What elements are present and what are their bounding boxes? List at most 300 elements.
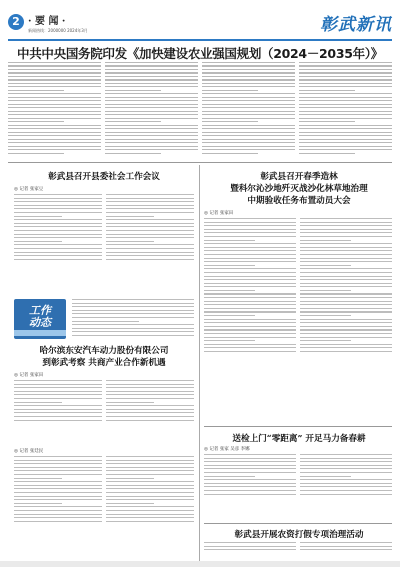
- text-line: [72, 335, 194, 336]
- text-line: [14, 255, 102, 256]
- text-line: [204, 247, 296, 248]
- text-line: [14, 201, 102, 202]
- text-line: [8, 83, 101, 84]
- text-line: [14, 470, 102, 471]
- text-line: [202, 72, 295, 73]
- text-line: [300, 293, 392, 294]
- text-column: [72, 299, 194, 339]
- text-line: [299, 72, 392, 73]
- text-line: [204, 486, 296, 487]
- text-line: [72, 299, 194, 300]
- text-line: [8, 100, 101, 101]
- text-line: [204, 297, 296, 298]
- text-line: [300, 254, 392, 255]
- text-line: [8, 69, 101, 70]
- badge-stripe: [14, 330, 66, 336]
- text-line: [14, 416, 102, 417]
- text-line: [14, 252, 102, 253]
- text-line: [106, 503, 154, 504]
- text-line: [8, 128, 101, 129]
- article-byline: ◎ 记者 张家 吴彦 李娜: [204, 447, 250, 452]
- text-line: [14, 384, 102, 385]
- article-title-social-work: 彰武县召开县委社会工作会议: [48, 172, 160, 182]
- text-line: [106, 255, 194, 256]
- text-line: [106, 198, 194, 199]
- text-line: [204, 329, 296, 330]
- text-line: [204, 265, 255, 266]
- text-line: [300, 236, 392, 237]
- text-line: [8, 65, 101, 66]
- text-line: [300, 222, 392, 223]
- text-line: [204, 218, 296, 219]
- text-line: [300, 272, 392, 273]
- text-line: [204, 468, 296, 469]
- article-title-dongan-line1: 哈尔滨东安汽车动力股份有限公司: [39, 346, 169, 356]
- text-line: [105, 90, 161, 91]
- text-line: [8, 118, 101, 119]
- text-line: [8, 142, 101, 143]
- text-line: [14, 212, 102, 213]
- text-line: [204, 337, 296, 338]
- text-line: [204, 304, 296, 305]
- text-line: [14, 244, 102, 245]
- text-line: [72, 313, 194, 314]
- text-line: [14, 499, 102, 500]
- text-line: [300, 542, 392, 543]
- text-line: [106, 387, 194, 388]
- text-line: [106, 205, 194, 206]
- text-line: [14, 226, 102, 227]
- text-line: [300, 250, 392, 251]
- text-line: [14, 223, 102, 224]
- text-line: [202, 128, 295, 129]
- text-line: [300, 290, 351, 291]
- text-line: [14, 248, 102, 249]
- text-line: [8, 86, 101, 87]
- text-line: [202, 118, 295, 119]
- text-line: [300, 265, 351, 266]
- text-line: [14, 205, 102, 206]
- article-body-social-work: [14, 194, 194, 294]
- text-line: [300, 243, 392, 244]
- text-column: [204, 454, 296, 520]
- text-line: [204, 258, 296, 259]
- text-line: [204, 301, 296, 302]
- text-line: [300, 297, 392, 298]
- text-line: [106, 394, 194, 395]
- text-line: [14, 488, 102, 489]
- text-column: [14, 456, 102, 558]
- text-line: [8, 90, 64, 91]
- text-line: [105, 146, 198, 147]
- lead-headline: 中共中央国务院印发《加快建设农业强国规划（2024－2035年）》: [17, 46, 383, 61]
- text-line: [204, 276, 296, 277]
- text-line: [202, 83, 295, 84]
- text-line: [300, 261, 392, 262]
- text-line: [204, 483, 296, 484]
- text-column: [300, 218, 392, 422]
- text-line: [202, 79, 295, 80]
- article-separator: [204, 426, 392, 427]
- text-column: [202, 62, 295, 160]
- text-line: [299, 142, 392, 143]
- text-line: [202, 114, 295, 115]
- text-line: [204, 479, 296, 480]
- text-line: [14, 503, 62, 504]
- article-body-spring-plowing: [204, 454, 392, 520]
- text-line: [204, 290, 255, 291]
- text-line: [300, 304, 392, 305]
- text-line: [299, 79, 392, 80]
- text-line: [106, 506, 194, 507]
- text-line: [202, 93, 295, 94]
- page-number-badge: 2: [8, 14, 24, 30]
- text-line: [14, 380, 102, 381]
- text-line: [299, 83, 392, 84]
- text-line: [105, 104, 198, 105]
- text-line: [300, 329, 392, 330]
- text-line: [106, 488, 194, 489]
- text-line: [105, 76, 198, 77]
- text-line: [106, 492, 194, 493]
- text-line: [106, 234, 194, 235]
- text-line: [300, 268, 392, 269]
- text-line: [105, 139, 198, 140]
- text-line: [14, 216, 62, 217]
- text-line: [204, 319, 296, 320]
- text-line: [204, 279, 296, 280]
- text-line: [204, 229, 296, 230]
- article-byline: ◎ 记者 张家田: [14, 373, 44, 378]
- article-body-dongan-2: [14, 456, 194, 558]
- text-column: [106, 456, 194, 558]
- text-line: [204, 344, 296, 345]
- text-line: [300, 308, 392, 309]
- text-line: [202, 76, 295, 77]
- text-line: [8, 111, 101, 112]
- text-line: [300, 258, 392, 259]
- text-line: [14, 521, 102, 522]
- text-line: [105, 149, 198, 150]
- text-line: [106, 223, 194, 224]
- newspaper-masthead: 彰武新讯: [320, 15, 392, 35]
- text-line: [300, 286, 392, 287]
- text-line: [204, 490, 296, 491]
- text-line: [299, 146, 392, 147]
- article-byline: ◎ 记者 张家田: [204, 211, 234, 216]
- text-line: [202, 107, 295, 108]
- lead-body-text: [8, 62, 392, 160]
- text-line: [8, 93, 101, 94]
- text-line: [8, 132, 101, 133]
- text-line: [300, 479, 392, 480]
- text-line: [14, 492, 102, 493]
- text-line: [106, 230, 194, 231]
- text-line: [105, 114, 198, 115]
- text-line: [300, 322, 392, 323]
- text-line: [8, 114, 101, 115]
- text-line: [204, 351, 296, 352]
- text-line: [202, 62, 295, 63]
- article-title-afforestation-line1: 暨科尔沁沙地歼灭战沙化林草地治理: [230, 184, 368, 194]
- text-column: [14, 194, 102, 294]
- page-footer-band: [0, 561, 400, 567]
- text-line: [8, 72, 101, 73]
- text-line: [204, 240, 255, 241]
- text-line: [8, 146, 101, 147]
- text-line: [202, 125, 295, 126]
- text-line: [300, 344, 392, 345]
- text-column: [14, 380, 102, 444]
- text-line: [106, 467, 194, 468]
- text-line: [8, 153, 64, 154]
- text-line: [202, 65, 295, 66]
- text-line: [14, 387, 102, 388]
- text-line: [106, 499, 194, 500]
- text-line: [299, 65, 392, 66]
- text-line: [202, 142, 295, 143]
- text-line: [8, 76, 101, 77]
- text-line: [14, 496, 102, 497]
- text-line: [300, 279, 392, 280]
- text-line: [14, 391, 102, 392]
- text-line: [204, 222, 296, 223]
- text-line: [14, 506, 102, 507]
- text-line: [105, 69, 198, 70]
- text-line: [204, 286, 296, 287]
- text-line: [106, 208, 194, 209]
- lead-divider: [8, 162, 392, 163]
- article-body-anti-counterfeit: [204, 542, 392, 560]
- text-line: [14, 412, 102, 413]
- text-line: [105, 86, 198, 87]
- text-column: [106, 194, 194, 294]
- text-line: [14, 405, 102, 406]
- text-line: [105, 107, 198, 108]
- text-line: [8, 79, 101, 80]
- text-line: [106, 470, 194, 471]
- text-line: [299, 135, 392, 136]
- text-line: [299, 132, 392, 133]
- text-line: [106, 201, 194, 202]
- text-line: [300, 461, 392, 462]
- text-line: [300, 337, 392, 338]
- text-line: [300, 458, 392, 459]
- text-line: [106, 252, 194, 253]
- text-line: [8, 104, 101, 105]
- text-line: [300, 546, 392, 547]
- text-line: [106, 409, 194, 410]
- text-line: [204, 461, 296, 462]
- page-header: [8, 8, 392, 38]
- text-line: [299, 97, 392, 98]
- text-line: [106, 456, 194, 457]
- text-line: [106, 481, 194, 482]
- text-line: [299, 121, 355, 122]
- article-title-dongan-line2: 到彰武考察 共商产业合作新机遇: [42, 358, 166, 368]
- text-line: [14, 219, 102, 220]
- text-line: [299, 62, 392, 63]
- text-line: [204, 272, 296, 273]
- text-line: [106, 380, 194, 381]
- text-line: [14, 517, 102, 518]
- text-line: [300, 240, 351, 241]
- article-body-continued: [72, 299, 194, 339]
- text-line: [14, 485, 102, 486]
- text-column: [106, 380, 194, 444]
- text-line: [299, 139, 392, 140]
- text-line: [14, 230, 102, 231]
- text-line: [204, 542, 296, 543]
- article-kicker-afforestation: 彰武县召开春季造林: [260, 172, 338, 182]
- text-line: [299, 149, 392, 150]
- text-line: [72, 310, 194, 311]
- text-line: [300, 311, 392, 312]
- text-line: [300, 232, 392, 233]
- text-line: [300, 326, 392, 327]
- text-line: [300, 333, 392, 334]
- text-line: [299, 118, 392, 119]
- text-line: [8, 62, 101, 63]
- text-line: [106, 412, 194, 413]
- text-line: [14, 198, 102, 199]
- text-line: [300, 340, 351, 341]
- text-line: [106, 510, 194, 511]
- text-line: [202, 149, 295, 150]
- text-line: [300, 283, 392, 284]
- text-line: [204, 268, 296, 269]
- text-line: [106, 517, 194, 518]
- text-line: [300, 486, 392, 487]
- text-line: [300, 494, 392, 495]
- text-line: [105, 97, 198, 98]
- text-line: [105, 153, 161, 154]
- text-line: [204, 225, 296, 226]
- text-column: [300, 454, 392, 520]
- text-line: [300, 468, 392, 469]
- text-line: [105, 62, 198, 63]
- text-line: [204, 333, 296, 334]
- text-line: [106, 384, 194, 385]
- text-line: [14, 241, 62, 242]
- text-line: [299, 90, 355, 91]
- text-line: [14, 481, 102, 482]
- text-line: [202, 135, 295, 136]
- text-line: [299, 114, 392, 115]
- work-news-badge: [14, 299, 66, 339]
- text-line: [106, 496, 194, 497]
- text-line: [106, 216, 154, 217]
- text-column: [105, 62, 198, 160]
- text-line: [14, 514, 102, 515]
- text-line: [14, 237, 102, 238]
- text-line: [106, 391, 194, 392]
- text-line: [299, 86, 392, 87]
- text-line: [204, 293, 296, 294]
- text-line: [299, 107, 392, 108]
- text-line: [300, 225, 392, 226]
- text-line: [14, 467, 102, 468]
- text-line: [202, 139, 295, 140]
- text-line: [300, 454, 392, 455]
- text-line: [202, 69, 295, 70]
- text-line: [106, 478, 154, 479]
- text-line: [14, 394, 102, 395]
- text-line: [204, 315, 255, 316]
- text-line: [106, 244, 194, 245]
- text-line: [300, 351, 392, 352]
- article-byline: ◎ 记者 张廷民: [14, 449, 44, 454]
- text-line: [204, 261, 296, 262]
- text-line: [300, 549, 392, 550]
- text-line: [300, 276, 392, 277]
- text-line: [299, 125, 392, 126]
- text-line: [72, 303, 194, 304]
- article-title-spring-plowing: 送检上门“零距离” 开足马力备春耕: [232, 434, 366, 444]
- article-separator: [204, 523, 392, 524]
- text-line: [299, 93, 392, 94]
- text-line: [202, 97, 295, 98]
- text-line: [300, 218, 392, 219]
- text-line: [105, 125, 198, 126]
- text-line: [105, 121, 161, 122]
- text-line: [202, 146, 295, 147]
- article-body-dongan: [14, 380, 194, 444]
- text-line: [202, 153, 258, 154]
- text-line: [204, 476, 255, 477]
- text-line: [300, 476, 351, 477]
- article-title-anti-counterfeit: 彰武县开展农资打假专项治理活动: [234, 530, 364, 540]
- text-line: [72, 328, 194, 329]
- text-line: [105, 128, 198, 129]
- text-line: [300, 315, 351, 316]
- text-line: [105, 93, 198, 94]
- text-line: [14, 463, 102, 464]
- text-line: [106, 514, 194, 515]
- column-divider: [199, 165, 200, 561]
- text-line: [14, 478, 62, 479]
- text-line: [72, 331, 194, 332]
- text-line: [300, 229, 392, 230]
- text-line: [105, 111, 198, 112]
- text-line: [204, 308, 296, 309]
- text-line: [106, 212, 194, 213]
- text-line: [204, 347, 296, 348]
- text-line: [105, 100, 198, 101]
- text-line: [299, 100, 392, 101]
- text-line: [106, 485, 194, 486]
- text-line: [8, 121, 64, 122]
- text-line: [106, 463, 194, 464]
- text-line: [106, 460, 194, 461]
- text-line: [106, 241, 154, 242]
- text-line: [14, 208, 102, 209]
- text-line: [14, 420, 102, 421]
- text-line: [202, 104, 295, 105]
- text-line: [204, 465, 296, 466]
- text-line: [106, 521, 194, 522]
- text-line: [204, 232, 296, 233]
- text-line: [8, 97, 101, 98]
- text-line: [72, 317, 194, 318]
- text-line: [204, 283, 296, 284]
- text-line: [106, 398, 194, 399]
- text-line: [204, 454, 296, 455]
- dateline: 新闻热线：2000000 2024年3月: [28, 28, 88, 33]
- text-column: [204, 218, 296, 422]
- text-line: [105, 142, 198, 143]
- text-column: [300, 542, 392, 560]
